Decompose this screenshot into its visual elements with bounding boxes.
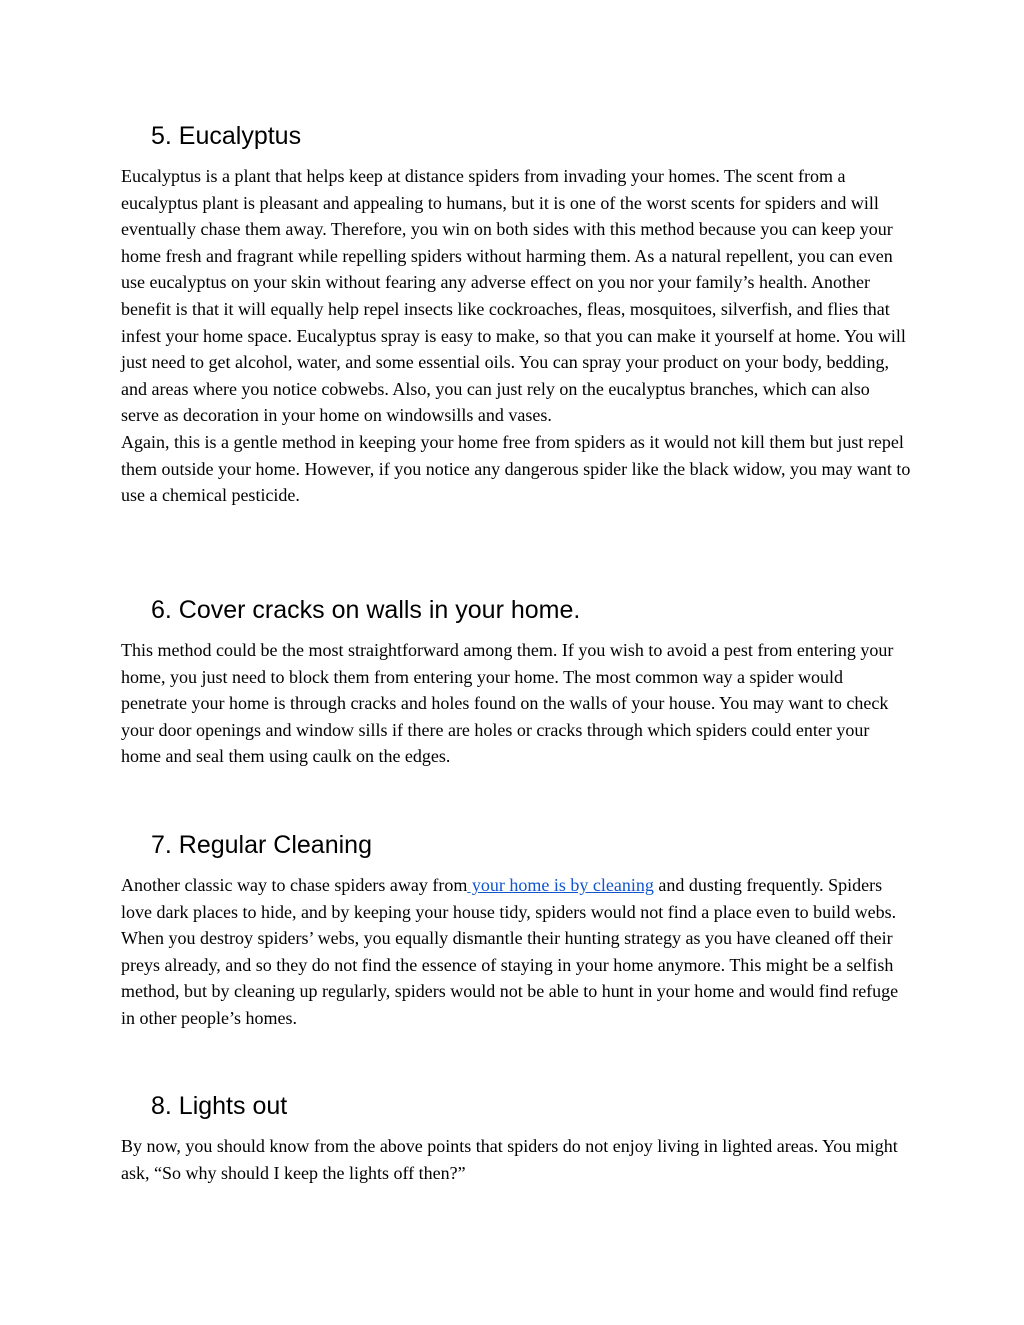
- paragraph-text-after-link: and dusting frequently. Spiders love dark places to hide, and by keeping your house tidy, spiders would not find a place even to build webs. When you destroy spiders’ webs, you equally dismantle their hunting strategy as you have cleaned off their preys already, and so they do not find the essence of staying in your home anymore. This might be a selfish method, but by cleaning up regularly, spiders would not be able to hunt in your home and would find refuge in other people’s homes.: [121, 875, 899, 1028]
- section-lights-out: [121, 1090, 911, 1186]
- section-heading: 7. Regular Cleaning: [151, 831, 372, 859]
- section-paragraph: Again, this is a gentle method in keeping your home free from spiders as it would not kill them but just repel them outside your home. However, if you notice any dangerous spider like the black widow, you may want to use a chemical pesticide.: [121, 431, 911, 506]
- section-paragraph: This method could be the most straightforward among them. If you wish to avoid a pest from entering your home, you just need to block them from entering your home. The most common way a spider would penetrate your home is through cracks and holes found on the walls of your house. You may want to check your door openings and window sills if there are holes or cracks through which spiders could enter your home and seal them using caulk on the edges.: [121, 640, 894, 767]
- section-paragraph: By now, you should know from the above points that spiders do not enjoy living in lighted areas. You might ask, “So why should I keep the lights off then?”: [121, 1136, 898, 1183]
- section-heading: 5. Eucalyptus: [151, 122, 302, 150]
- section-paragraph: [121, 872, 911, 1032]
- section-paragraph: Eucalyptus is a plant that helps keep at distance spiders from invading your homes. The scent from a eucalyptus plant is pleasant and appealing to humans, but it is one of the worst scents for spiders and will eventually chase them away. Therefore, you win on both sides with this method because you can keep your home fresh and fragrant while repelling spiders without harming them. As a natural repellent, you can even use eucalyptus on your skin without fearing any adverse effect on you nor your family’s health. Another benefit is that it will equally help repel insects like cockroaches, fleas, mosquitoes, silverfish, and flies that infest your home space. Eucalyptus spray is easy to make, so that you can make it yourself at home. You will just need to get alcohol, water, and some essential oils. You can spray your product on your body, bedding, and areas where you notice cobwebs. Also, you can just rely on the eucalyptus branches, which can also serve as decoration in your home on windowsills and vases.: [121, 166, 906, 426]
- section-heading: 6. Cover cracks on walls in your home.: [151, 596, 581, 624]
- section-heading: 8. Lights out: [151, 1092, 288, 1120]
- cleaning-link[interactable]: your home is by cleaning: [467, 875, 654, 895]
- paragraph-text-before-link: Another classic way to chase spiders away from: [121, 875, 468, 895]
- section-regular-cleaning: [121, 829, 911, 1032]
- section-cover-cracks: [121, 594, 911, 770]
- section-eucalyptus: [121, 120, 911, 509]
